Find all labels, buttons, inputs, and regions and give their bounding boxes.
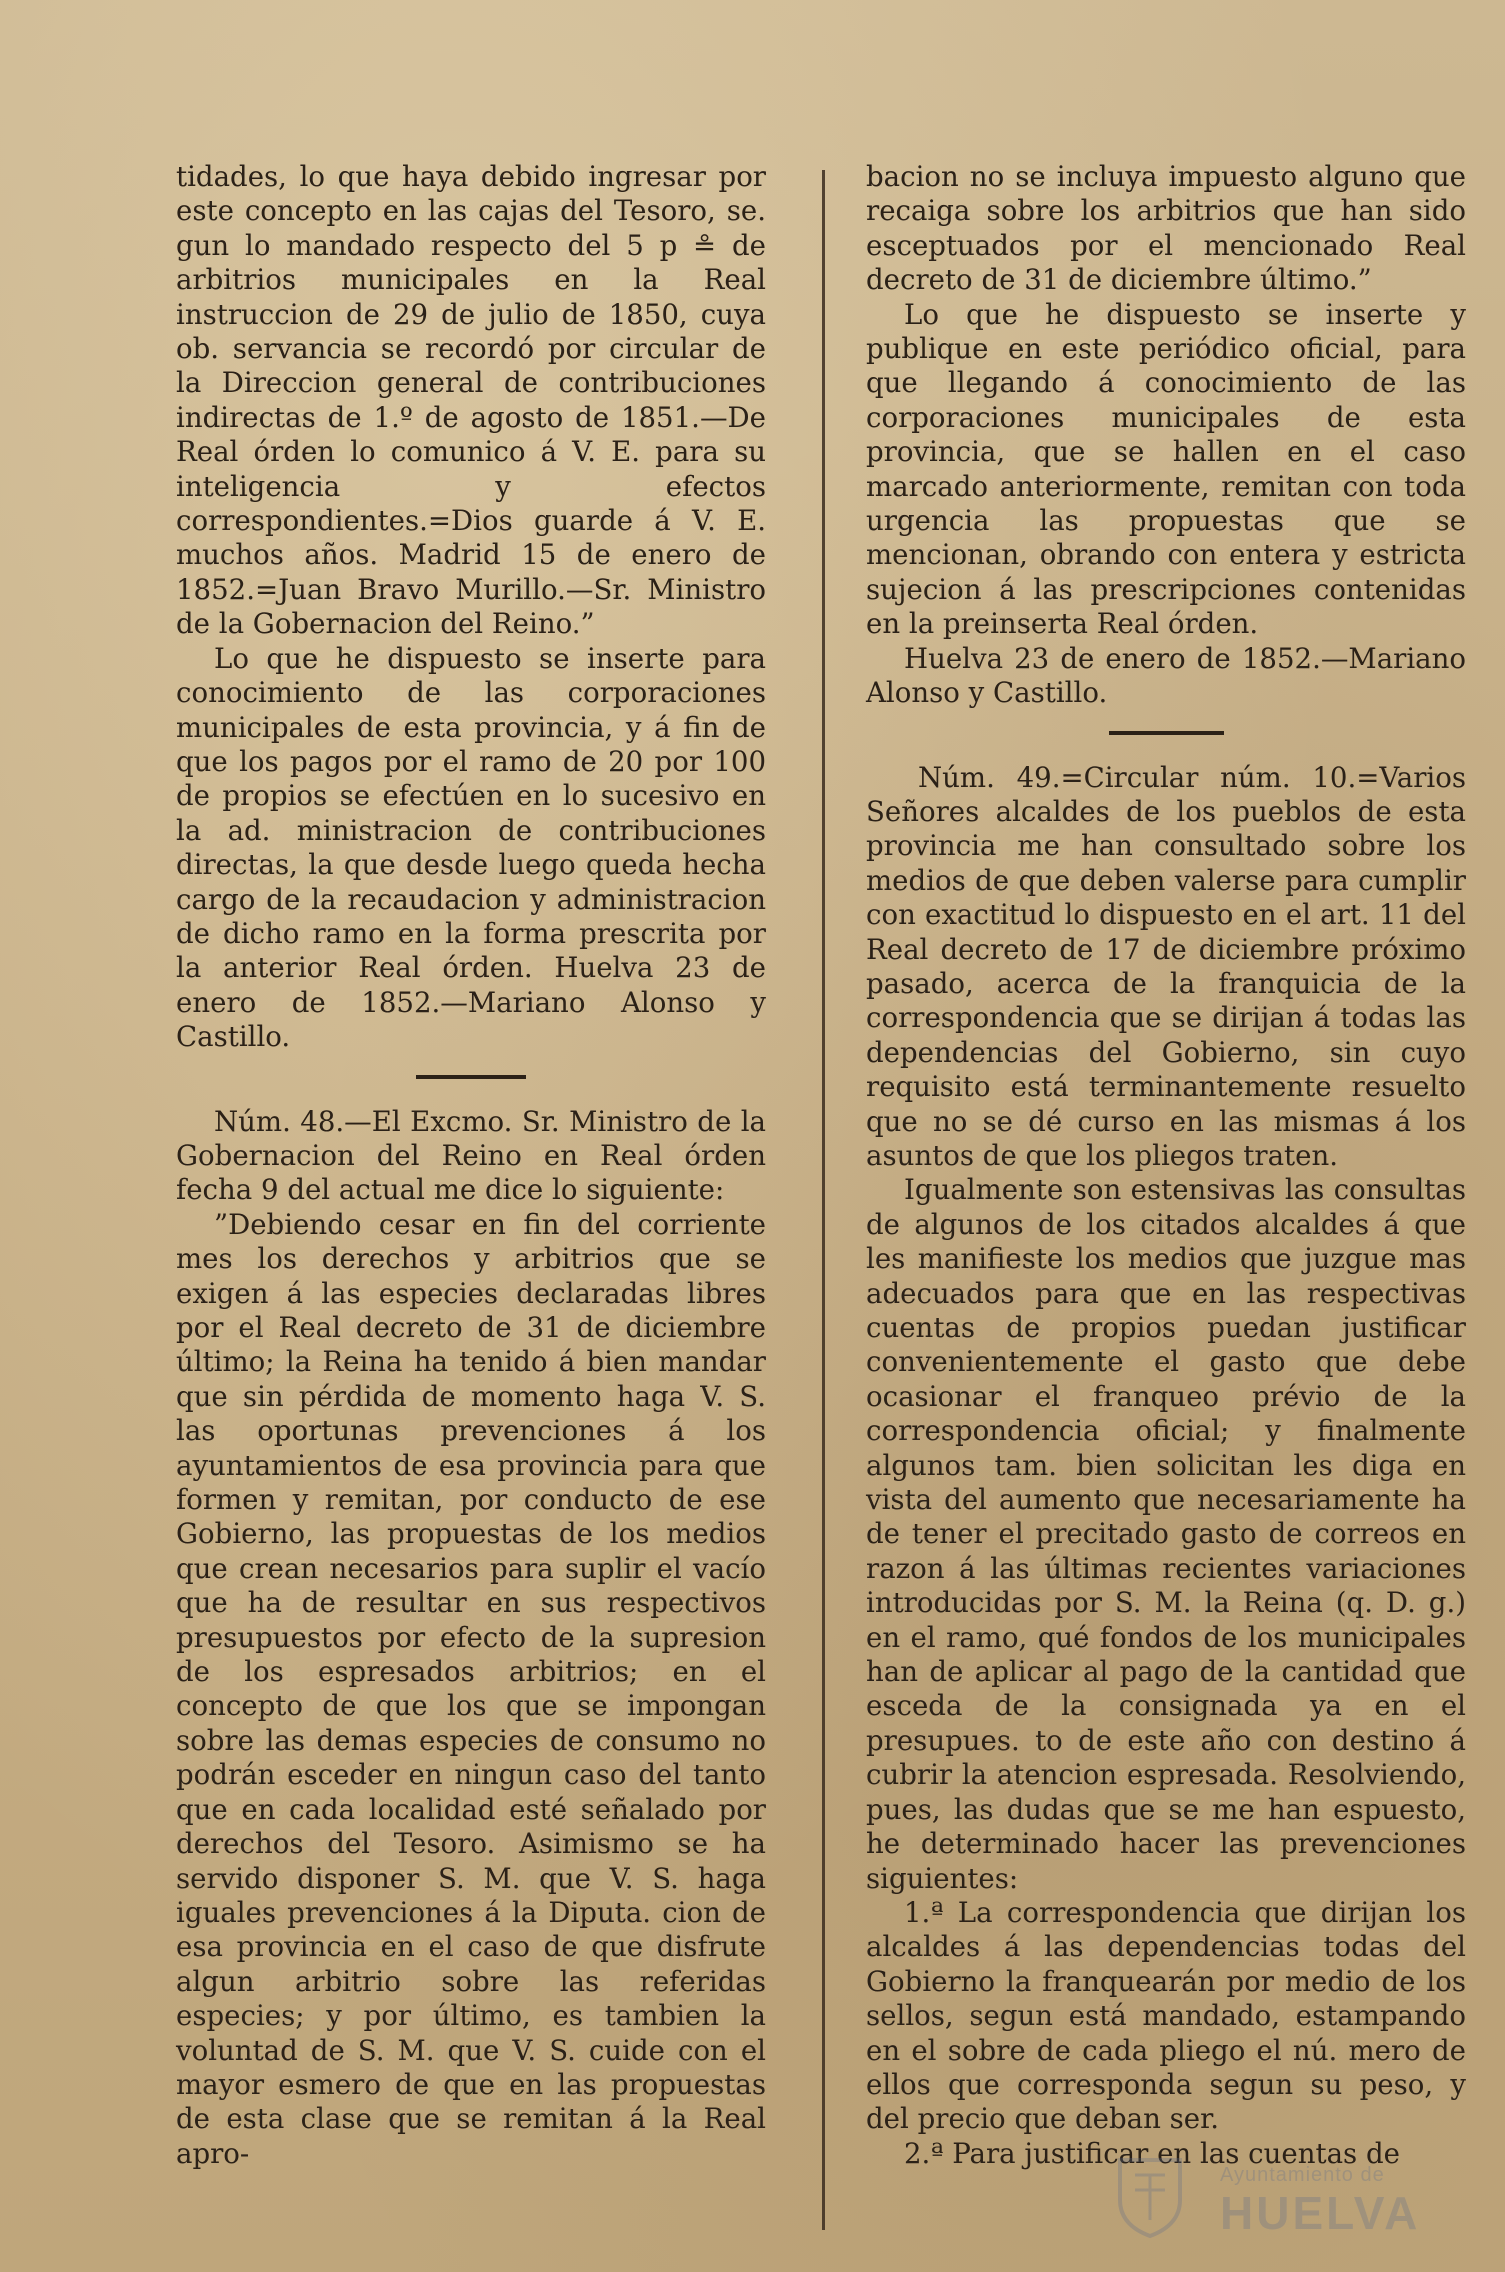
paragraph-num-48-quote: ”Debiendo cesar en fin del corriente mes los derechos y arbitrios que se exigen á las especies declaradas libres por el Real decreto de 31 de diciembre último; la Reina ha tenido á bien mandar que sin pérdida de momento haga V. S. las oportunas prevenciones á los ayuntamientos de esa provincia para que formen y remitan, por conducto de ese Gobierno, las propuestas de los medios que crean necesarios para suplir el vacío que ha de resultar en sus respectivos presupuestos por efecto de la supresion de los espresados arbitrios; en el concepto de que los que se impongan sobre las demas especies de consumo no podrán esceder en ningun caso del tanto que en cada localidad esté señalado por derechos del Tesoro. Asimismo se ha servido disponer S. M. que V. S. haga iguales prevenciones á la Diputa. cion de esa provincia en el caso de que disfrute algun arbitrio sobre las referidas especies; y por último, es tambien la voluntad de S. M. que V. S. cuide con el mayor esmero de que en las propuestas de esta clase que se remitan á la Real apro-: [176, 1207, 766, 2170]
paragraph-publication-note: Lo que he dispuesto se inserte y publique en este periódico oficial, para que llegando á conocimiento de las corporaciones municipales de esta provincia, que se hallen en el caso marcado anteriormente, remitan con toda urgencia las propuestas que se mencionan, obrando con entera y estricta sujecion á las prescripciones contenidas en la preinserta Real órden.: [866, 297, 1466, 641]
column-divider: [822, 170, 825, 2230]
paragraph-signature: Huelva 23 de enero de 1852.—Mariano Alonso y Castillo.: [866, 641, 1466, 710]
archive-watermark: [1100, 2150, 1460, 2240]
left-column: [176, 160, 766, 2171]
paragraph-continuation-left: tidades, lo que haya debido ingresar por este concepto en las cajas del Tesoro, se. gun lo mandado respecto del 5 p ≗ de arbitrios municipales en la Real instruccion de 29 de julio de 1850, cuya ob. servancia se recordó por circular de la Direccion general de contribuciones indirectas de 1.º de agosto de 1851.—De Real órden lo comunico á V. E. para su inteligencia y efectos correspondientes.=Dios guarde á V. E. muchos años. Madrid 15 de enero de 1852.=Juan Bravo Murillo.—Sr. Ministro de la Gobernacion del Reino.”: [176, 160, 766, 641]
watermark-line-1: Ayuntamiento de: [1220, 2164, 1385, 2186]
section-divider-rule: [416, 1075, 526, 1079]
paragraph-rule-2: 2.ª Para justificar en las cuentas de: [904, 2136, 1400, 2170]
section-divider-rule-right: [1109, 731, 1224, 735]
city-shield-icon: [1100, 2150, 1200, 2240]
paragraph-huelva-note: Lo que he dispuesto se inserte para conocimiento de las corporaciones municipales de esta provincia, y á fin de que los pagos por el ramo de 20 por 100 de propios se efectúen en lo sucesivo en la ad. ministracion de contribuciones directas, la que desde luego queda hecha cargo de la recaudacion y administracion de dicho ramo en la forma prescrita por la anterior Real órden. Huelva 23 de enero de 1852.—Mariano Alonso y Castillo.: [176, 641, 766, 1054]
paragraph-num-48-heading: Núm. 48.—El Excmo. Sr. Ministro de la Gobernacion del Reino en Real órden fecha 9 del actual me dice lo siguiente:: [176, 1104, 766, 1207]
paragraph-rule-1: 1.ª La correspondencia que dirijan los alcaldes á las dependencias todas del Gobierno la franquearán por medio de los sellos, segun está mandado, estampando en el sobre de cada pliego el nú. mero de ellos que corresponda segun su peso, y del precio que deban ser.: [866, 1895, 1466, 2136]
right-column: [866, 160, 1466, 2171]
paragraph-consultas: Igualmente son estensivas las consultas de algunos de los citados alcaldes á que les manifieste los medios que juzgue mas adecuados para que en las respectivas cuentas de propios puedan justificar convenientemente el gasto que debe ocasionar el franqueo prévio de la correspondencia oficial; y finalmente algunos tam. bien solicitan les diga en vista del aumento que necesariamente ha de tener el precitado gasto de correos en razon á las últimas recientes variaciones introducidas por S. M. la Reina (q. D. g.) en el ramo, qué fondos de los municipales han de aplicar al pago de la cantidad que esceda de la consignada ya en el presupues. to de este año con destino á cubrir la atencion espresada. Resolviendo, pues, las dudas que se me han espuesto, he determinado hacer las prevenciones siguientes:: [866, 1173, 1466, 1895]
paragraph-continuation-right: bacion no se incluya impuesto alguno que recaiga sobre los arbitrios que han sido esceptuados por el mencionado Real decreto de 31 de diciembre último.”: [866, 160, 1466, 297]
watermark-line-2: HUELVA: [1220, 2187, 1421, 2239]
paragraph-num-49-circular: Núm. 49.=Circular núm. 10.=Varios Señores alcaldes de los pueblos de esta provincia me han consultado sobre los medios de que deben valerse para cumplir con exactitud lo dispuesto en el art. 11 del Real decreto de 17 de diciembre próximo pasado, acerca de la franquicia de la correspondencia que se dirijan á todas las dependencias del Gobierno, sin cuyo requisito está terminantemente resuelto que no se dé curso en las mismas á los asuntos de que los pliegos traten.: [866, 760, 1466, 1172]
